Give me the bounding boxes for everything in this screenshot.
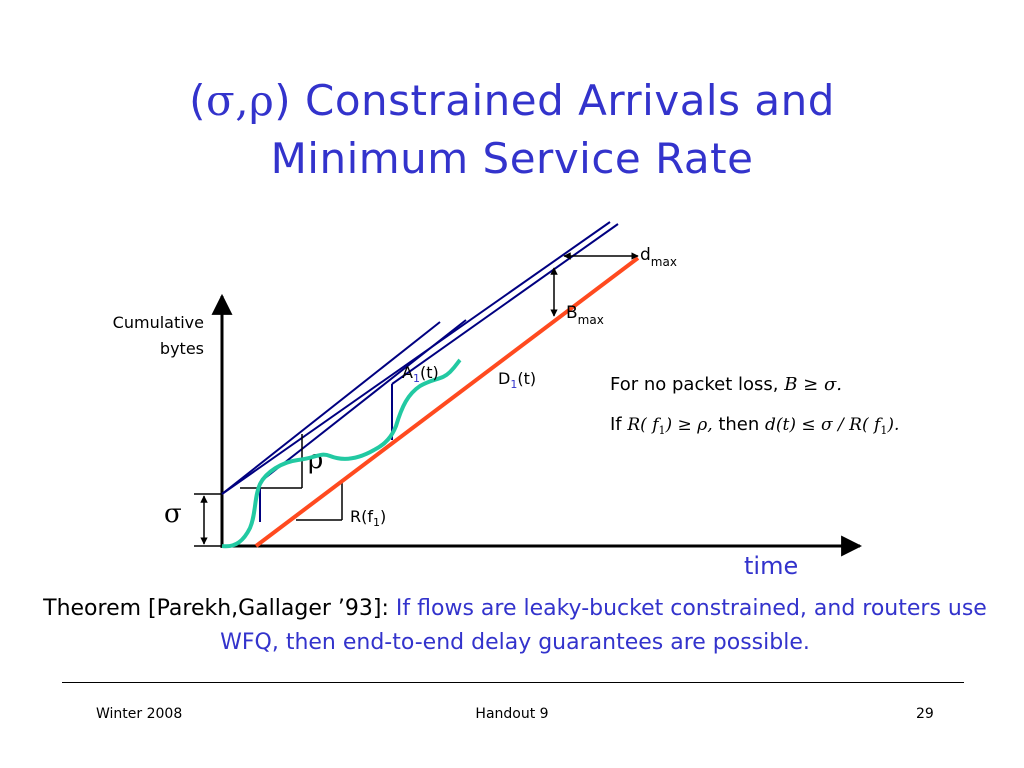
arrival-curve bbox=[222, 360, 460, 546]
rate-label: $R(f_1)$ bbox=[350, 507, 387, 529]
arrival-label: $A_1(t)$ bbox=[402, 363, 439, 385]
title-comma: , bbox=[235, 76, 250, 125]
condition-line-1: For no packet loss, B ≥ σ. bbox=[610, 374, 842, 395]
footer-divider bbox=[62, 682, 964, 683]
condition-line-2: If R( $f_1) \ge \rho$, then d(t) ≤ σ / R( $f_1$). bbox=[610, 414, 900, 437]
y-axis-label-line-1: Cumulative bbox=[112, 313, 204, 332]
footer-date: Winter 2008 bbox=[96, 706, 183, 722]
theorem-body: If flows are leaky-bucket constrained, and routers use WFQ, then end-to-end delay guarantees are possible. bbox=[220, 596, 987, 655]
inner-bound-line-2 bbox=[260, 320, 466, 482]
x-axis-label: time bbox=[744, 552, 799, 580]
theorem-lead: Theorem [Parekh,Gallager ’93]: bbox=[43, 596, 396, 621]
title-sigma: σ bbox=[206, 76, 236, 125]
inner-bound-line-1 bbox=[222, 322, 440, 494]
theorem-statement bbox=[40, 592, 990, 660]
title-open-paren: ( bbox=[189, 76, 207, 125]
sigma-label: σ bbox=[164, 499, 182, 529]
title-rho: ρ bbox=[249, 76, 275, 125]
footer-handout: Handout 9 bbox=[475, 706, 549, 722]
footer-page-number: 29 bbox=[916, 706, 934, 722]
rho-label: ρ bbox=[308, 445, 324, 475]
bmax-label: $B_{max}$ bbox=[566, 303, 604, 327]
title-line-2: Minimum Service Rate bbox=[270, 134, 754, 183]
title-line-1: Constrained Arrivals and bbox=[291, 76, 835, 125]
dmax-label: $d_{max}$ bbox=[640, 245, 677, 269]
departure-label: $D_1(t)$ bbox=[498, 369, 537, 391]
y-axis-label-line-2: bytes bbox=[159, 339, 204, 358]
service-curve-line bbox=[256, 258, 638, 546]
leaky-bucket-bound-line bbox=[222, 222, 610, 494]
title-close-paren: ) bbox=[274, 76, 292, 125]
